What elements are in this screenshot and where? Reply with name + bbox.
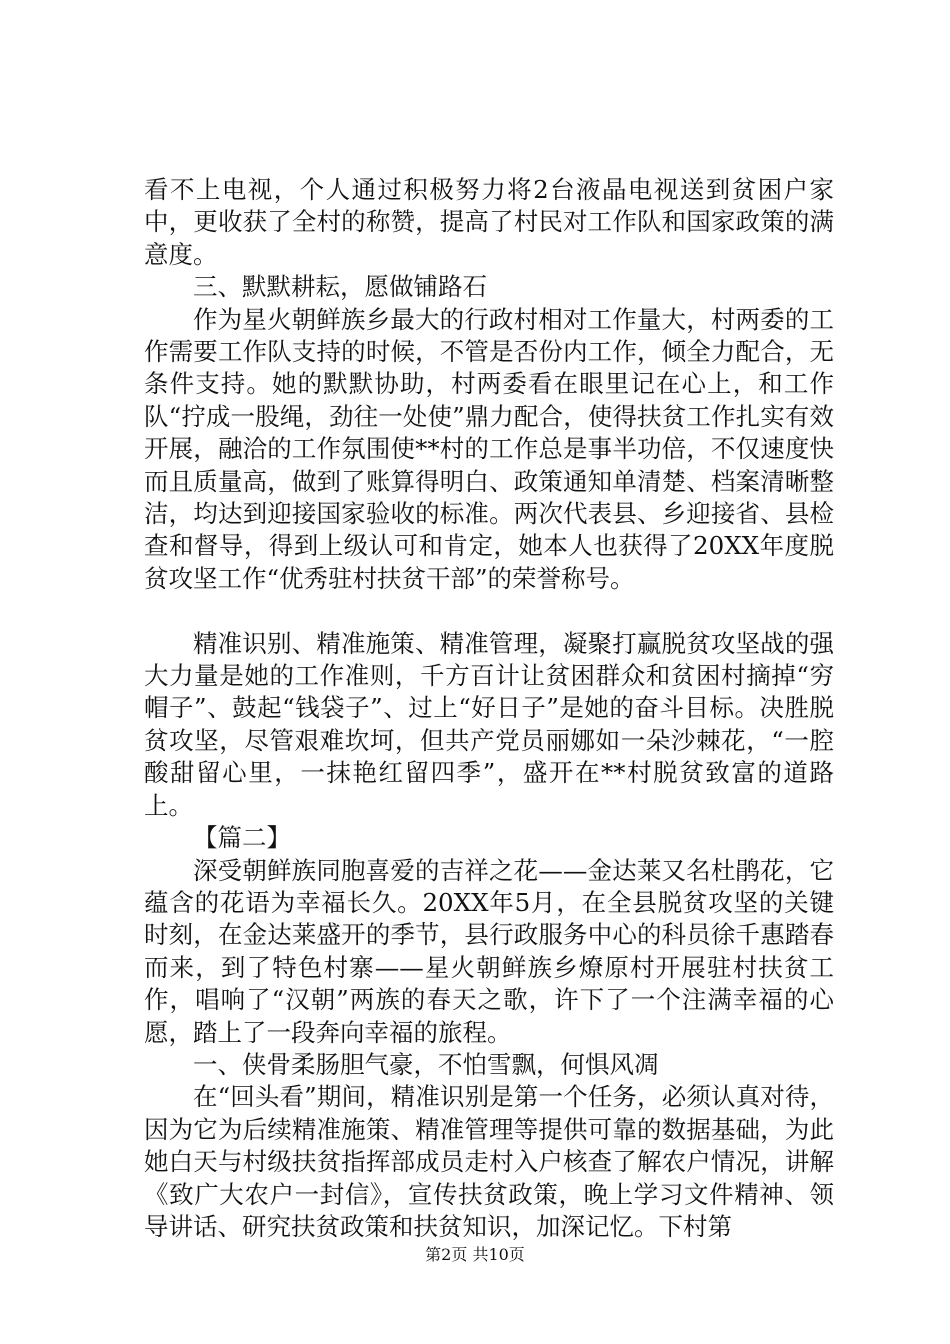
paragraph-continued: 看不上电视，个人通过积极努力将2台液晶电视送到贫困户家中，更收获了全村的称赞，提高了村民对工作队和国家政策的满意度。 — [144, 175, 834, 269]
page-footer: 第2页 共10页 — [425, 1245, 525, 1264]
paragraph-conclusion: 精准识别、精准施策、精准管理，凝聚打赢脱贫攻坚战的强大力量是她的工作准则，千方百计让贫困群众和贫困村摘掉“穷帽子”、鼓起“钱袋子”、过上“好日子”是她的奋斗目标。决胜脱贫攻坚，尽管艰难坎坷，但共产党员丽娜如一朵沙棘花，“一腔酸甜留心里，一抹艳红留四季”，盛开在**村脱贫致富的道路上。 — [144, 628, 834, 820]
document-body — [144, 174, 834, 1243]
paragraph-identification: 在“回头看”期间，精准识别是第一个任务，必须认真对待，因为它为后续精准施策、精准管理等提供可靠的数据基础，为此她白天与村级扶贫指挥部成员走村入户核查了解农户情况，讲解《致广大农户一封信》，宣传扶贫政策，晚上学习文件精神、领导讲话、研究扶贫政策和扶贫知识，加深记忆。下村第 — [144, 1082, 834, 1241]
paragraph-intro: 深受朝鲜族同胞喜爱的吉祥之花——金达莱又名杜鹃花，它蕴含的花语为幸福长久。20XX年5月，在全县脱贫攻坚的关键时刻，在金达莱盛开的季节，县行政服务中心的科员徐千惠踏春而来，到了特色村寨——星火朝鲜族乡燎原村开展驻村扶贫工作，唱响了“汉朝”两族的春天之歌，许下了一个注满幸福的心愿，踏上了一段奔向幸福的旅程。 — [144, 855, 834, 1047]
paragraph-teamwork: 作为星火朝鲜族乡最大的行政村相对工作量大，村两委的工作需要工作队支持的时候，不管是否份内工作，倾全力配合，无条件支持。她的默默协助，村两委看在眼里记在心上，和工作队“拧成一股绳，劲往一处使”鼎力配合，使得扶贫工作扎实有效开展，融洽的工作氛围使**村的工作总是事半功倍，不仅速度快而且质量高，做到了账算得明白、政策通知单清楚、档案清晰整洁，均达到迎接国家验收的标准。两次代表县、乡迎接省、县检查和督导，得到上级认可和肯定，她本人也获得了20XX年度脱贫攻坚工作“优秀驻村扶贫干部”的荣誉称号。 — [144, 304, 834, 593]
chapter-heading-two: 【篇二】 — [193, 823, 291, 853]
section-heading-one: 一、侠骨柔肠胆气豪，不怕雪飘，何惧风凋 — [193, 1049, 659, 1079]
section-heading-three: 三、默默耕耘，愿做铺路石 — [193, 272, 487, 302]
blank-line — [144, 595, 834, 627]
